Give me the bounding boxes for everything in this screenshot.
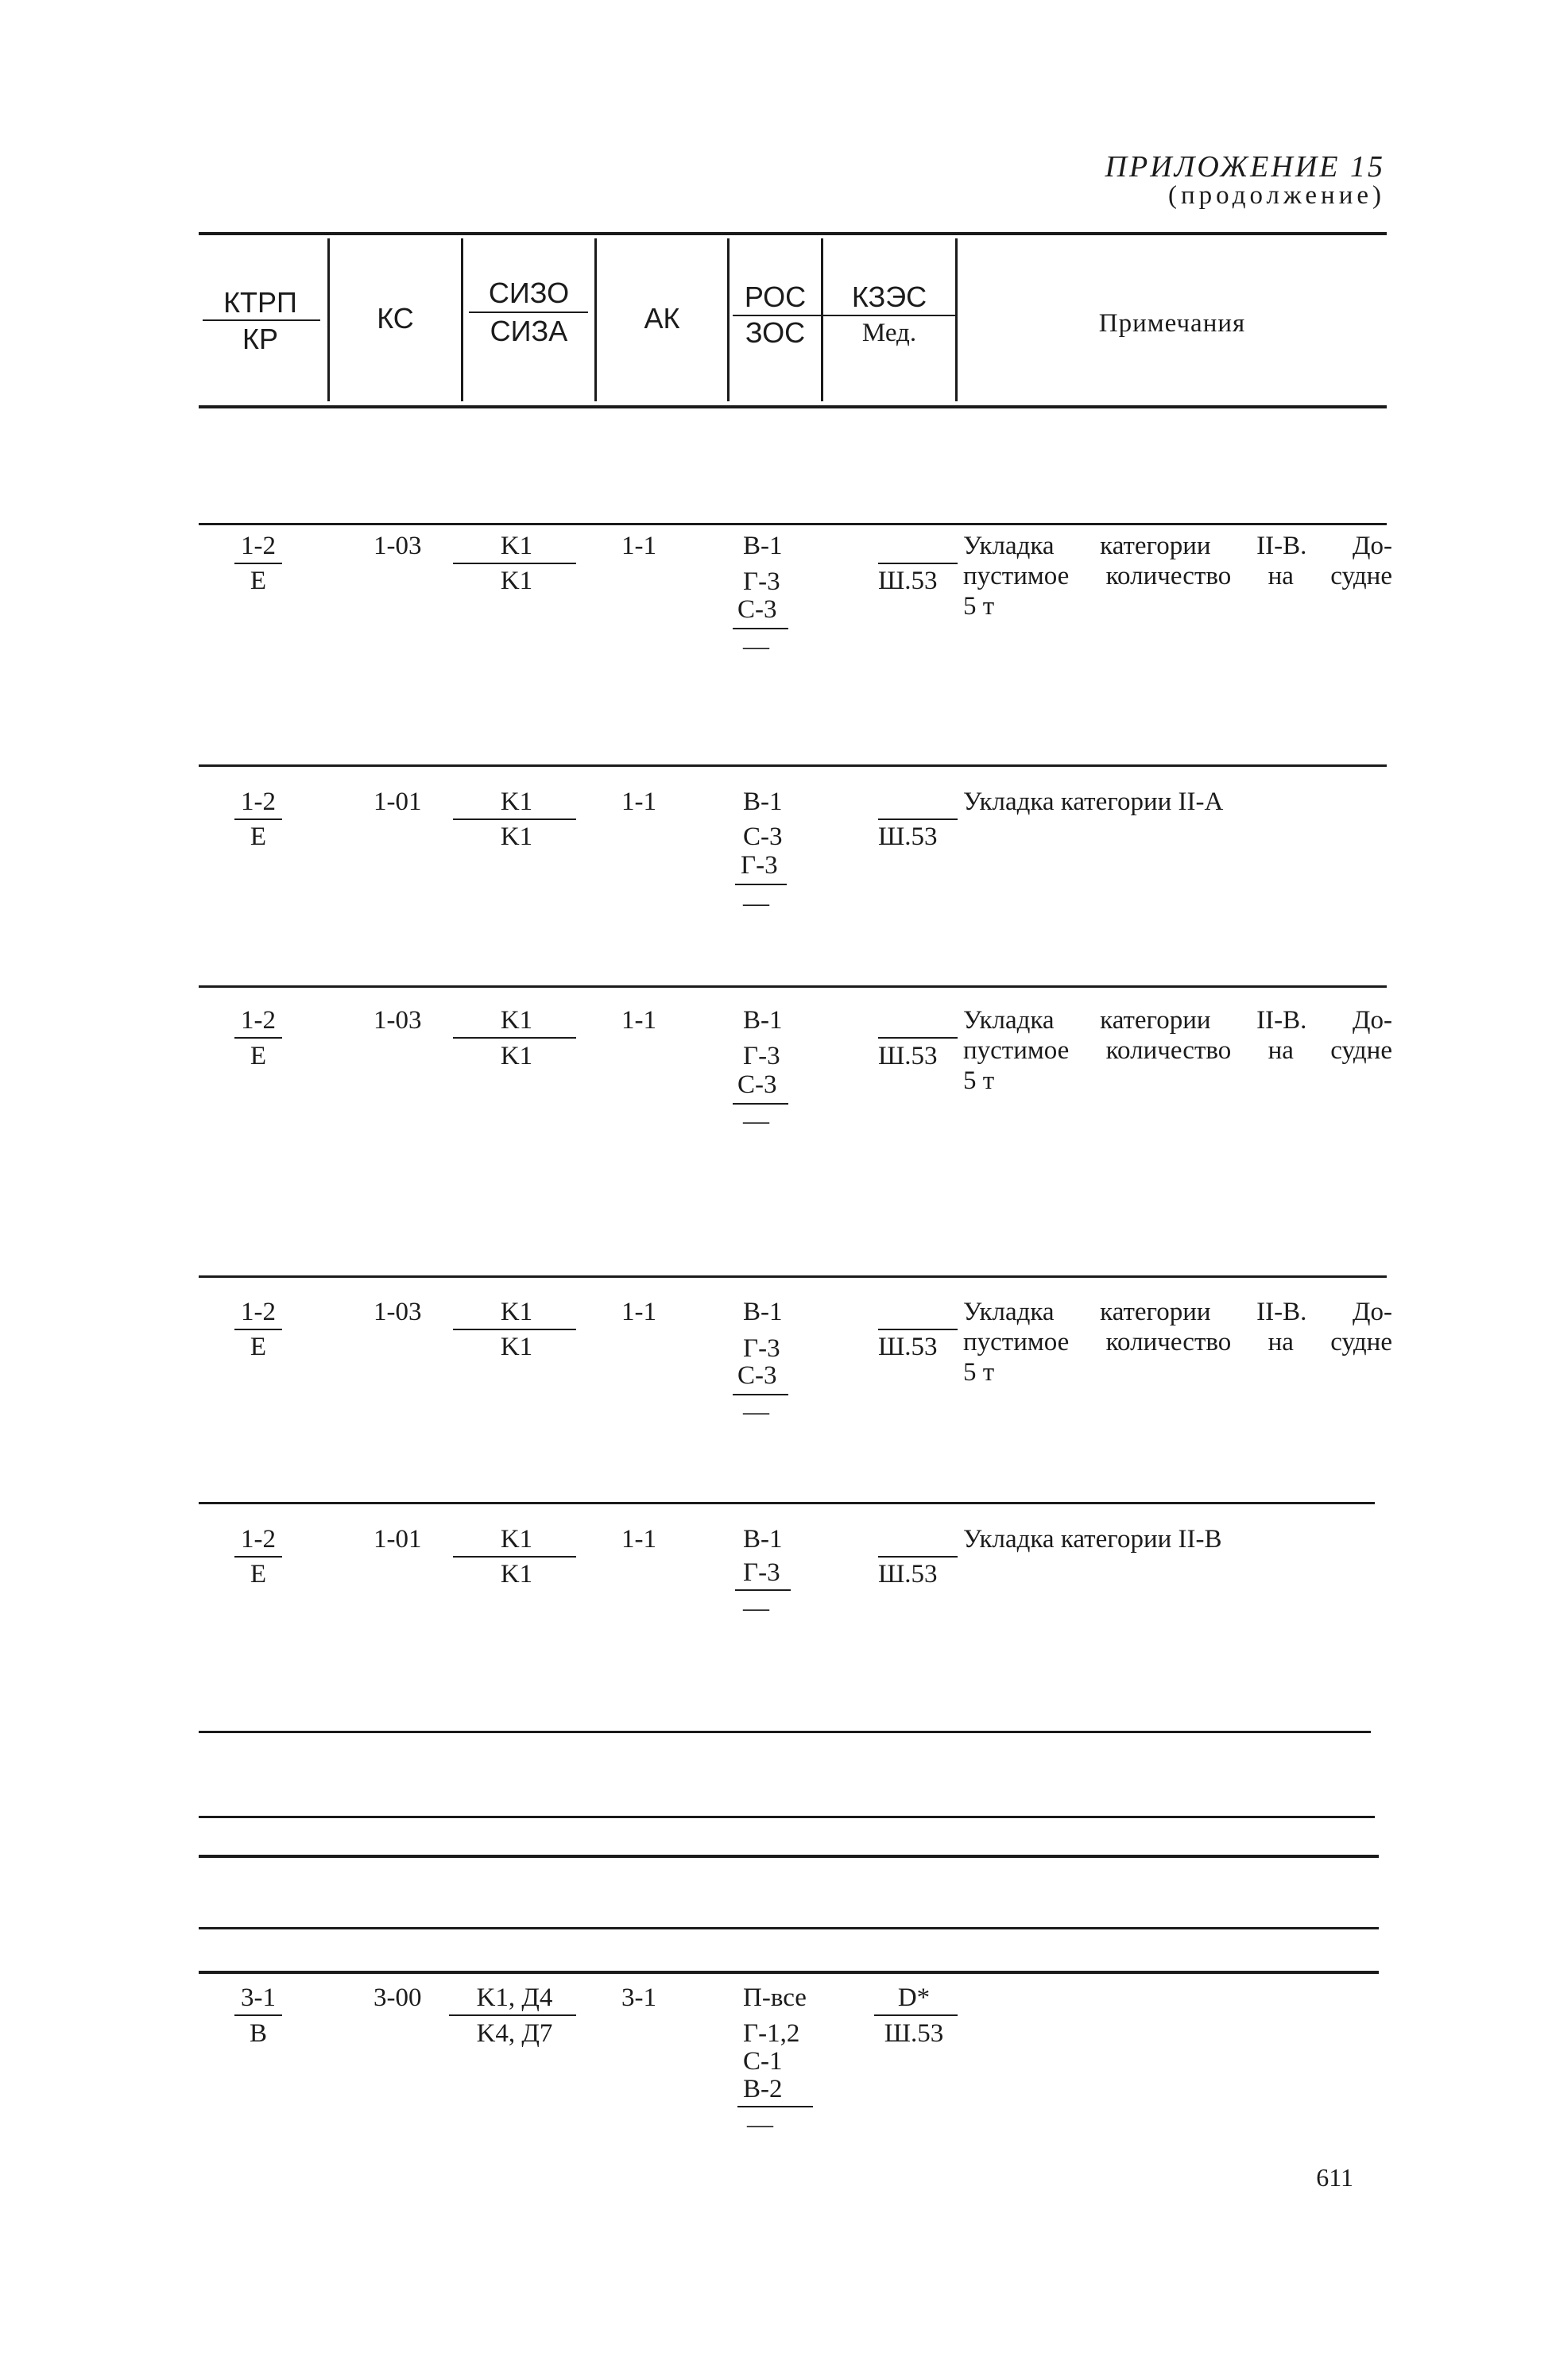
row-1-kzes-line <box>878 563 958 564</box>
row-4-note-line-1: Укладка категории II-В. До- <box>963 1298 1392 1326</box>
row-1-ros-2: Г-3 <box>743 567 780 596</box>
row-6-ros-1: П-все <box>743 1983 807 2012</box>
row-2-med: Ш.53 <box>878 822 938 851</box>
row-2-ros-2: С-3 <box>743 822 783 851</box>
row-3-ros-2: Г-3 <box>743 1042 780 1070</box>
row-4-ak: 1-1 <box>621 1298 656 1326</box>
row-1-sizo-line <box>453 563 576 564</box>
col-header-kzes: КЗЭС <box>851 281 927 313</box>
row-6-top-rule <box>199 1971 1379 1974</box>
appendix-title: ПРИЛОЖЕНИЕ 15 <box>1105 150 1385 184</box>
row-3-ros-line <box>733 1103 788 1105</box>
row-2-notes <box>963 787 1392 817</box>
row-2-ktrp-line <box>234 818 282 820</box>
row-3-top-rule <box>199 985 1387 988</box>
row-3-zos: — <box>743 1107 769 1136</box>
row-4-ktrp: 1-2 <box>241 1298 276 1326</box>
row-5-note-line-1: Укладка категории II-В <box>963 1525 1222 1554</box>
row-5-ak: 1-1 <box>621 1525 656 1554</box>
appendix-subtitle: (продолжение) <box>1168 181 1385 210</box>
row-6-ros-3: С-1 <box>743 2047 783 2076</box>
row-5-kr: E <box>250 1560 267 1589</box>
row-3-kr: E <box>250 1042 267 1070</box>
row-4-notes <box>963 1297 1392 1387</box>
row-1-ros-line <box>733 628 788 629</box>
row-5-zos: — <box>743 1594 769 1623</box>
empty-rule-1 <box>199 1731 1371 1733</box>
row-5-ktrp-line <box>234 1556 282 1558</box>
row-1-siza: K1 <box>500 567 533 595</box>
row-2-siza: K1 <box>500 822 533 851</box>
row-6-kzes-line <box>874 2014 958 2016</box>
row-4-ros-1: В-1 <box>743 1298 783 1326</box>
row-3-notes <box>963 1005 1392 1096</box>
row-5-siza: K1 <box>500 1560 533 1589</box>
row-4-ros-2: Г-3 <box>743 1334 780 1363</box>
row-2-kzes-line <box>878 818 958 820</box>
row-4-ktrp-line <box>234 1329 282 1330</box>
row-2-ros-line <box>735 884 787 885</box>
col-header-sizo-fraction-line <box>469 312 588 313</box>
row-2-sizo: K1 <box>500 788 533 816</box>
row-5-sizo: K1 <box>500 1525 533 1554</box>
col-header-ktrp: КТРП <box>223 286 297 319</box>
row-3-ak: 1-1 <box>621 1006 656 1035</box>
table-top-rule <box>199 232 1387 235</box>
row-2-top-rule <box>199 764 1387 767</box>
col-header-ros: РОС <box>744 281 807 313</box>
row-3-siza: K1 <box>500 1042 533 1070</box>
row-4-ks: 1-03 <box>373 1298 422 1326</box>
col-header-notes: Примечания <box>1098 309 1246 338</box>
col-header-sizo: СИЗО <box>488 277 570 309</box>
row-2-ak: 1-1 <box>621 788 656 816</box>
row-6-ros-line <box>737 2106 813 2107</box>
row-1-ktrp-line <box>234 563 282 564</box>
row-6-ros-4: В-2 <box>743 2075 783 2103</box>
row-1-notes <box>963 531 1392 621</box>
row-1-ak: 1-1 <box>621 532 656 560</box>
row-1-note-line-3: 5 т <box>963 592 995 621</box>
row-1-kr: E <box>250 567 267 595</box>
row-4-zos: — <box>743 1398 769 1426</box>
row-6-ros-2: Г-1,2 <box>743 2019 800 2048</box>
row-4-sizo: K1 <box>500 1298 533 1326</box>
row-1-note-line-2: пустимое количество на судне <box>963 562 1392 590</box>
col-header-zos: ЗОС <box>745 316 806 349</box>
row-4-ros-3: С-3 <box>737 1361 777 1390</box>
row-2-ros-3: Г-3 <box>741 851 778 880</box>
row-6-zos: — <box>747 2111 773 2139</box>
row-4-med: Ш.53 <box>878 1333 938 1361</box>
row-1-ros-1: В-1 <box>743 532 783 560</box>
row-3-ktrp: 1-2 <box>241 1006 276 1035</box>
row-1-note-line-1: Укладка категории II-В. До- <box>963 532 1392 560</box>
row-4-note-line-3: 5 т <box>963 1358 995 1387</box>
row-1-ks: 1-03 <box>373 532 422 560</box>
row-6-kzes: D* <box>897 1983 931 2012</box>
row-2-sizo-line <box>453 818 576 820</box>
row-3-med: Ш.53 <box>878 1042 938 1070</box>
row-3-ktrp-line <box>234 1037 282 1039</box>
row-6-sizo: K1, Д4 <box>476 1983 553 2012</box>
row-5-notes <box>963 1524 1392 1554</box>
empty-rule-4 <box>199 1927 1379 1929</box>
row-5-ktrp: 1-2 <box>241 1525 276 1554</box>
row-1-top-rule <box>199 523 1387 525</box>
row-4-top-rule <box>199 1275 1387 1278</box>
row-6-kr: B <box>249 2019 267 2048</box>
row-2-ks: 1-01 <box>373 788 422 816</box>
row-6-sizo-line <box>449 2014 576 2016</box>
row-5-ros-1: В-1 <box>743 1525 783 1554</box>
row-5-top-rule <box>199 1502 1375 1504</box>
row-4-note-line-2: пустимое количество на судне <box>963 1328 1392 1356</box>
row-6-med: Ш.53 <box>884 2019 944 2048</box>
row-5-med: Ш.53 <box>878 1560 938 1589</box>
empty-rule-2 <box>199 1816 1375 1818</box>
col-header-med: Мед. <box>861 319 917 347</box>
col-header-ks: КС <box>377 302 414 335</box>
row-6-siza: K4, Д7 <box>476 2019 553 2048</box>
page-number: 611 <box>1316 2163 1353 2192</box>
row-4-kzes-line <box>878 1329 958 1330</box>
row-1-ros-3: С-3 <box>737 595 777 624</box>
row-1-ktrp: 1-2 <box>241 532 276 560</box>
row-6-ktrp: 3-1 <box>241 1983 276 2012</box>
row-6-ktrp-line <box>234 2014 282 2016</box>
row-3-note-line-3: 5 т <box>963 1066 995 1095</box>
row-5-kzes-line <box>878 1556 958 1558</box>
row-3-ros-1: В-1 <box>743 1006 783 1035</box>
col-header-kr: КР <box>242 323 278 355</box>
row-2-ktrp: 1-2 <box>241 788 276 816</box>
row-3-ks: 1-03 <box>373 1006 422 1035</box>
row-2-ros-1: В-1 <box>743 788 783 816</box>
row-1-zos: — <box>743 633 769 661</box>
empty-rule-3 <box>199 1855 1379 1858</box>
row-3-kzes-line <box>878 1037 958 1039</box>
table-header-bottom-rule <box>199 405 1387 408</box>
row-2-kr: E <box>250 822 267 851</box>
row-5-sizo-line <box>453 1556 576 1558</box>
row-3-note-line-1: Укладка категории II-В. До- <box>963 1006 1392 1035</box>
row-1-med: Ш.53 <box>878 567 938 595</box>
col-header-ktrp-fraction-line <box>203 319 320 321</box>
row-1-sizo: K1 <box>500 532 533 560</box>
row-3-sizo: K1 <box>500 1006 533 1035</box>
row-5-ros-2: Г-3 <box>743 1558 780 1587</box>
col-header-siza: СИЗА <box>490 315 568 347</box>
row-5-ros-line <box>735 1589 791 1591</box>
row-2-zos: — <box>743 889 769 918</box>
col-header-ak: АК <box>644 302 680 335</box>
row-5-ks: 1-01 <box>373 1525 422 1554</box>
row-4-kr: E <box>250 1333 267 1361</box>
row-4-ros-line <box>733 1394 788 1395</box>
row-4-siza: K1 <box>500 1333 533 1361</box>
row-4-sizo-line <box>453 1329 576 1330</box>
row-3-sizo-line <box>453 1037 576 1039</box>
row-6-ak: 3-1 <box>621 1983 656 2012</box>
row-3-note-line-2: пустимое количество на судне <box>963 1036 1392 1065</box>
row-2-note-line-1: Укладка категории II-А <box>963 788 1224 816</box>
row-6-ks: 3-00 <box>373 1983 422 2012</box>
row-3-ros-3: С-3 <box>737 1070 777 1099</box>
